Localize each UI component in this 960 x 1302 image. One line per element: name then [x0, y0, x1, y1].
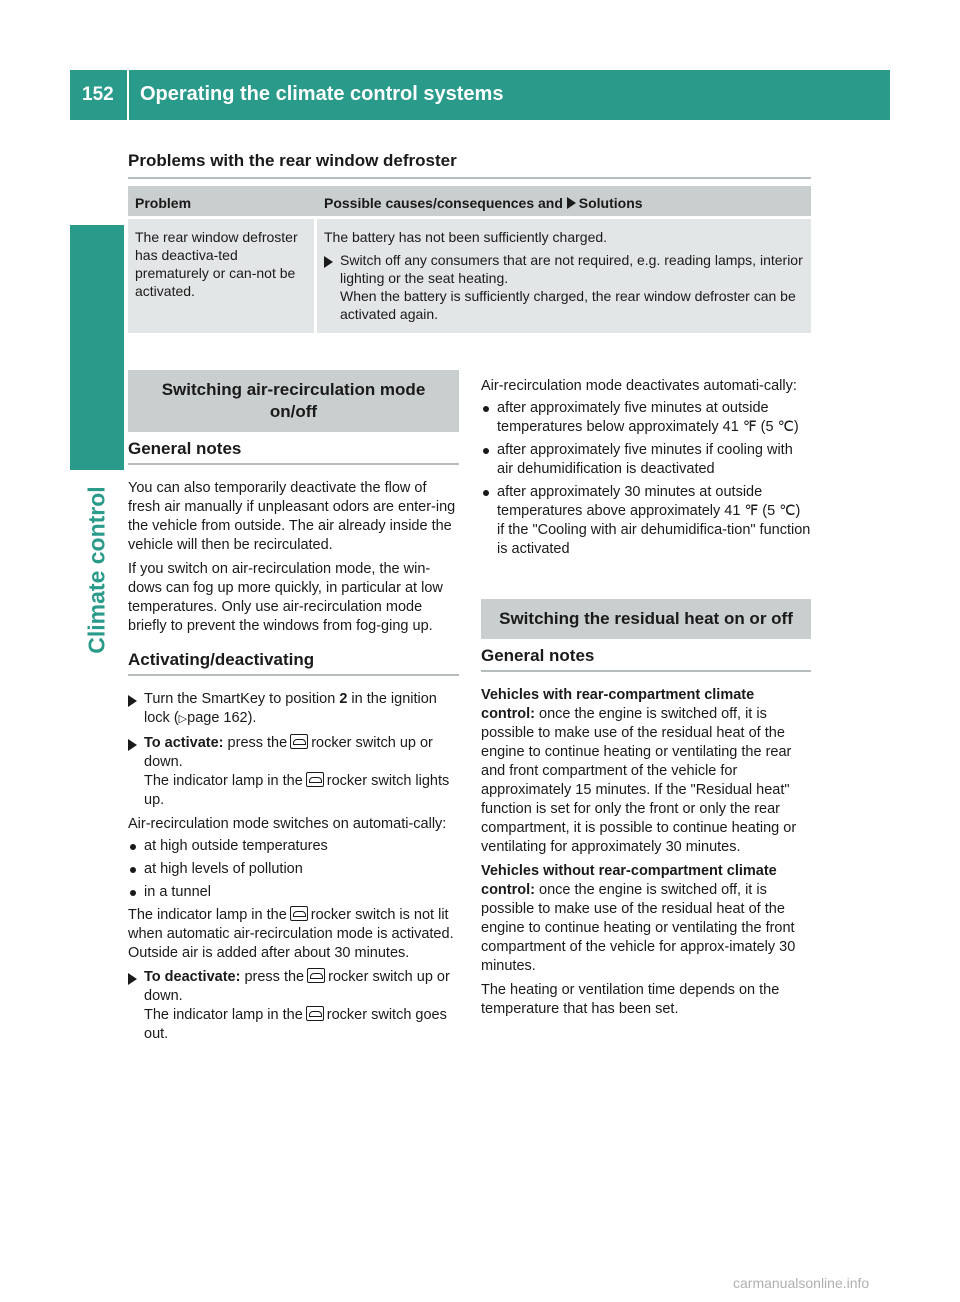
- recirculation-icon: [290, 734, 308, 749]
- running-title: Operating the climate control systems: [140, 83, 504, 105]
- bullet-icon: [130, 890, 136, 896]
- cause-text: The battery has not been sufficiently charged.: [324, 229, 608, 245]
- norear-text: once the engine is switched off, it is possible to make use of the residual heat of the engine to continue heating or ventilating the front compartment of the vehicle for approx-imately 30 minutes.: [481, 882, 796, 974]
- deactivate-indicator-b: rocker switch goes out.: [144, 1007, 447, 1042]
- auto-off-intro: Air-recirculation mode deactivates automati-cally:: [481, 378, 797, 394]
- side-tab-label: Climate control: [83, 486, 110, 654]
- step1-text: Turn the SmartKey to position: [144, 691, 336, 707]
- auto-on-item: at high levels of pollution: [144, 861, 303, 877]
- header-divider: [127, 70, 129, 120]
- table-column-divider: [314, 219, 317, 333]
- page-number: 152: [82, 84, 114, 105]
- watermark: carmanualsonline.info: [733, 1275, 870, 1291]
- deactivate-text-a: press the: [244, 969, 305, 985]
- table-header-causes: [324, 195, 643, 211]
- activate-text-b: rocker switch up or down.: [144, 735, 433, 770]
- recirc-section-title: Switching air-recirculation mode on/off: [128, 370, 459, 432]
- list-item: [481, 399, 811, 437]
- auto-off-item: after approximately five minutes if cooling with air dehumidification is deactivated: [497, 442, 793, 477]
- side-color-block: [70, 225, 124, 470]
- recirculation-icon: [307, 968, 325, 983]
- bullet-icon: [130, 867, 136, 873]
- auto-on-item: in a tunnel: [144, 884, 211, 900]
- bullet-icon: [483, 490, 489, 496]
- auto-off-item: after approximately five minutes at outside temperatures below approximately 41 ℉ (5 ℃): [497, 400, 799, 435]
- rear-text: once the engine is switched off, it is possible to make use of the residual heat of the engine to continue heating or ventilating the rear and front compartment of the vehicle for approximately 15 minutes. If the "Residual heat" function is set for only the front or only the rear compartment, it is possible to continue heating or ventilating for approximately 30 minutes.: [481, 706, 797, 855]
- recirc-general-p1: You can also temporarily deactivate the flow of fresh air manually if unpleasant odors are enter-ing the vehicle from outside. The air already inside the vehicle will then be recirculated.: [128, 480, 456, 553]
- list-item: [128, 837, 459, 856]
- auto-on-item: at high outside temperatures: [144, 838, 328, 854]
- step1-text-b: in the ignition lock (: [144, 691, 437, 726]
- residual-section-title: Switching the residual heat on or off: [481, 599, 811, 639]
- activate-indicator-b: rocker switch lights up.: [144, 773, 450, 808]
- solutions-label: Solutions: [578, 195, 643, 211]
- step-activate: [128, 734, 459, 810]
- activate-label: To activate:: [144, 735, 224, 751]
- residual-norear-para: [481, 862, 811, 976]
- step-deactivate: [128, 968, 459, 1044]
- step1-position: 2: [339, 691, 348, 707]
- residual-rear-para: [481, 686, 811, 857]
- step-ignition: [128, 690, 459, 729]
- step1-page-ref[interactable]: page 162).: [187, 710, 257, 726]
- action-arrow-icon: [324, 256, 333, 268]
- solution-step-2: When the battery is sufficiently charged, the rear window defroster can be activated again.: [340, 288, 796, 322]
- action-arrow-icon: [567, 197, 576, 209]
- auto-on-intro: Air-recirculation mode switches on automati-cally:: [128, 816, 447, 832]
- deactivate-text-b: rocker switch up or down.: [144, 969, 450, 1004]
- defroster-rule: [128, 177, 811, 179]
- bullet-icon: [483, 406, 489, 412]
- norear-label: Vehicles without rear-compartment climate control:: [481, 863, 777, 898]
- table-cell-problem: The rear window defroster has deactiva-ted prematurely or can-not be activated.: [135, 229, 298, 299]
- right-column: [481, 377, 811, 1024]
- left-column: [128, 370, 459, 1049]
- list-item: [481, 483, 811, 559]
- list-item: [128, 860, 459, 879]
- action-arrow-icon: [128, 739, 137, 751]
- action-arrow-icon: [128, 973, 137, 985]
- residual-general-heading: General notes: [481, 646, 811, 672]
- indicator-note-a: The indicator lamp in the: [128, 907, 287, 923]
- recirculation-icon: [306, 1006, 324, 1021]
- solution-step-1: Switch off any consumers that are not required, e.g. reading lamps, interior lighting or the seat heating.: [340, 252, 803, 286]
- list-item: [481, 441, 811, 479]
- page-ref-icon: ▷: [178, 713, 188, 725]
- bullet-icon: [130, 844, 136, 850]
- recirculation-icon: [306, 772, 324, 787]
- activate-text-a: press the: [227, 735, 288, 751]
- rear-label: Vehicles with rear-compartment climate control:: [481, 687, 755, 722]
- residual-closing: The heating or ventilation time depends on the temperature that has been set.: [481, 982, 780, 1017]
- action-arrow-icon: [128, 695, 137, 707]
- activating-heading: Activating/deactivating: [128, 650, 459, 676]
- side-tab: [70, 470, 124, 670]
- indicator-note-b: rocker switch is not lit when automatic air-recirculation mode is activated. Outside air is added after about 30 minutes.: [128, 907, 454, 961]
- indicator-note: [128, 906, 459, 963]
- solution-step: [324, 251, 806, 323]
- deactivate-indicator-a: The indicator lamp in the: [144, 1007, 303, 1023]
- causes-label: Possible causes/consequences and: [324, 195, 563, 211]
- defroster-title: Problems with the rear window defroster: [128, 151, 457, 170]
- deactivate-label: To deactivate:: [144, 969, 241, 985]
- recirc-general-heading: General notes: [128, 439, 459, 465]
- recirculation-icon: [290, 906, 308, 921]
- recirc-general-p2: If you switch on air-recirculation mode, the win-dows can fog up more quickly, in particular at low temperatures. Only use air-recirculation mode briefly to prevent the windows from fog-ging up.: [128, 561, 443, 634]
- list-item: [128, 883, 459, 902]
- table-cell-solution: [324, 228, 806, 328]
- table-header-problem: Problem: [135, 195, 192, 211]
- activate-indicator-a: The indicator lamp in the: [144, 773, 303, 789]
- bullet-icon: [483, 448, 489, 454]
- auto-off-item: after approximately 30 minutes at outside temperatures above approximately 41 ℉ (5 ℃) if the "Cooling with air dehumidifica-tion" function is activated: [497, 484, 811, 557]
